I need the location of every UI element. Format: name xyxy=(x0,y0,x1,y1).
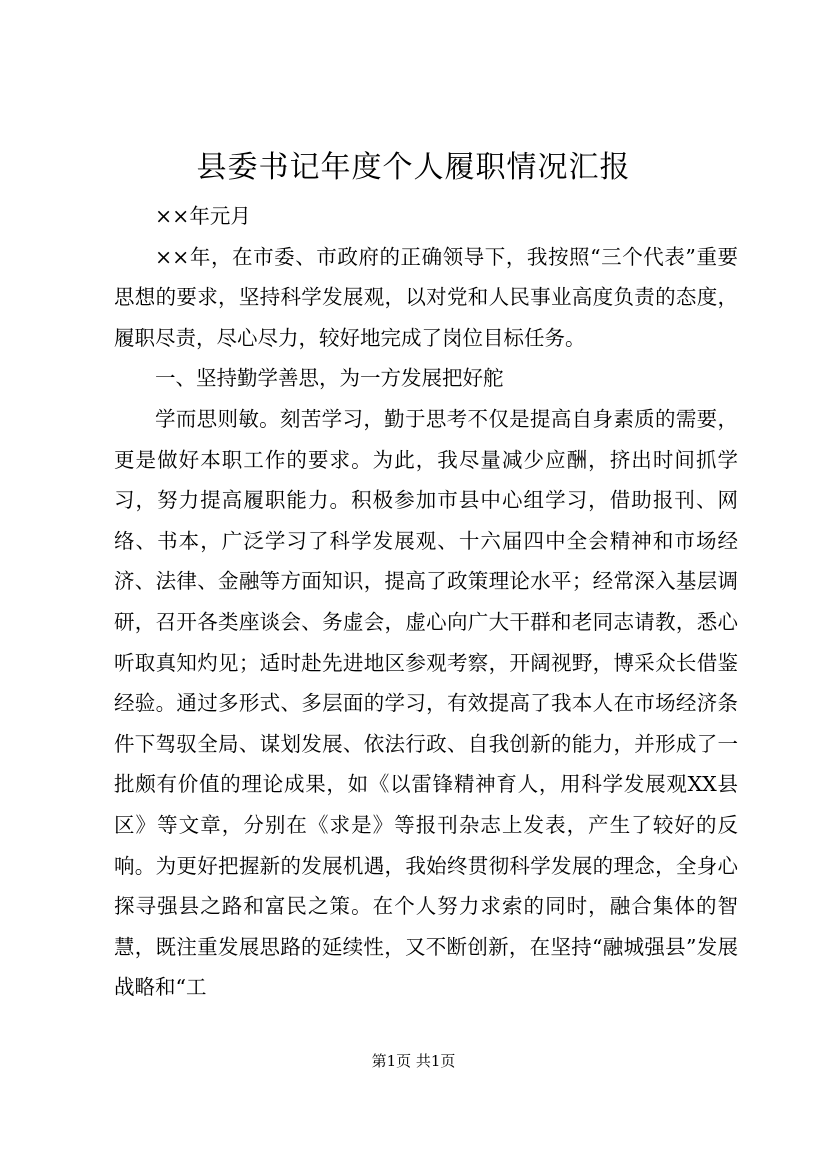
paragraph-intro: ××年，在市委、市政府的正确领导下，我按照“三个代表”重要思想的要求，坚持科学发展观，以对党和人民事业高度负责的态度，履职尽责，尽心尽力，较好地完成了岗位目标任务。 xyxy=(114,244,738,350)
document-title: 县委书记年度个人履职情况汇报 xyxy=(196,150,631,185)
paragraph-study: 学而思则敏。刻苦学习，勤于思考不仅是提高自身素质的需要，更是做好本职工作的要求。为此，我尽量减少应酬，挤出时间抓学习，努力提高履职能力。积极参加市县中心组学习，借助报刊、网络、书本，广泛学习了科学发展观、十六届四中全会精神和市场经济、法律、金融等方面知识，提高了政策理论水平；经常深入基层调研，召开各类座谈会、务虚会，虚心向广大干群和老同志请教，悉心听取真知灼见；适时赴先进地区参观考察，开阔视野，博采众长借鉴经验。通过多形式、多层面的学习，有效提高了我本人在市场经济条件下驾驭全局、谋划发展、依法行政、自我创新的能力，并形成了一批颇有价值的理论成果，如《以雷锋精神育人，用科学发展观XX县区》等文章，分别在《求是》等报刊杂志上发表，产生了较好的反响。为更好把握新的发展机遇，我始终贯彻科学发展的理念，全身心探寻强县之路和富民之策。在个人努力求索的同时，融合集体的智慧，既注重发展思路的延续性，又不断创新，在坚持“融城强县”发展战略和“工 xyxy=(114,406,738,1000)
document-body xyxy=(114,196,738,1008)
date-line: ××年元月 xyxy=(155,204,251,228)
page-footer: 第1页 共1页 xyxy=(371,1052,456,1070)
section-heading: 一、坚持勤学善思，为一方发展把好舵 xyxy=(155,366,504,391)
